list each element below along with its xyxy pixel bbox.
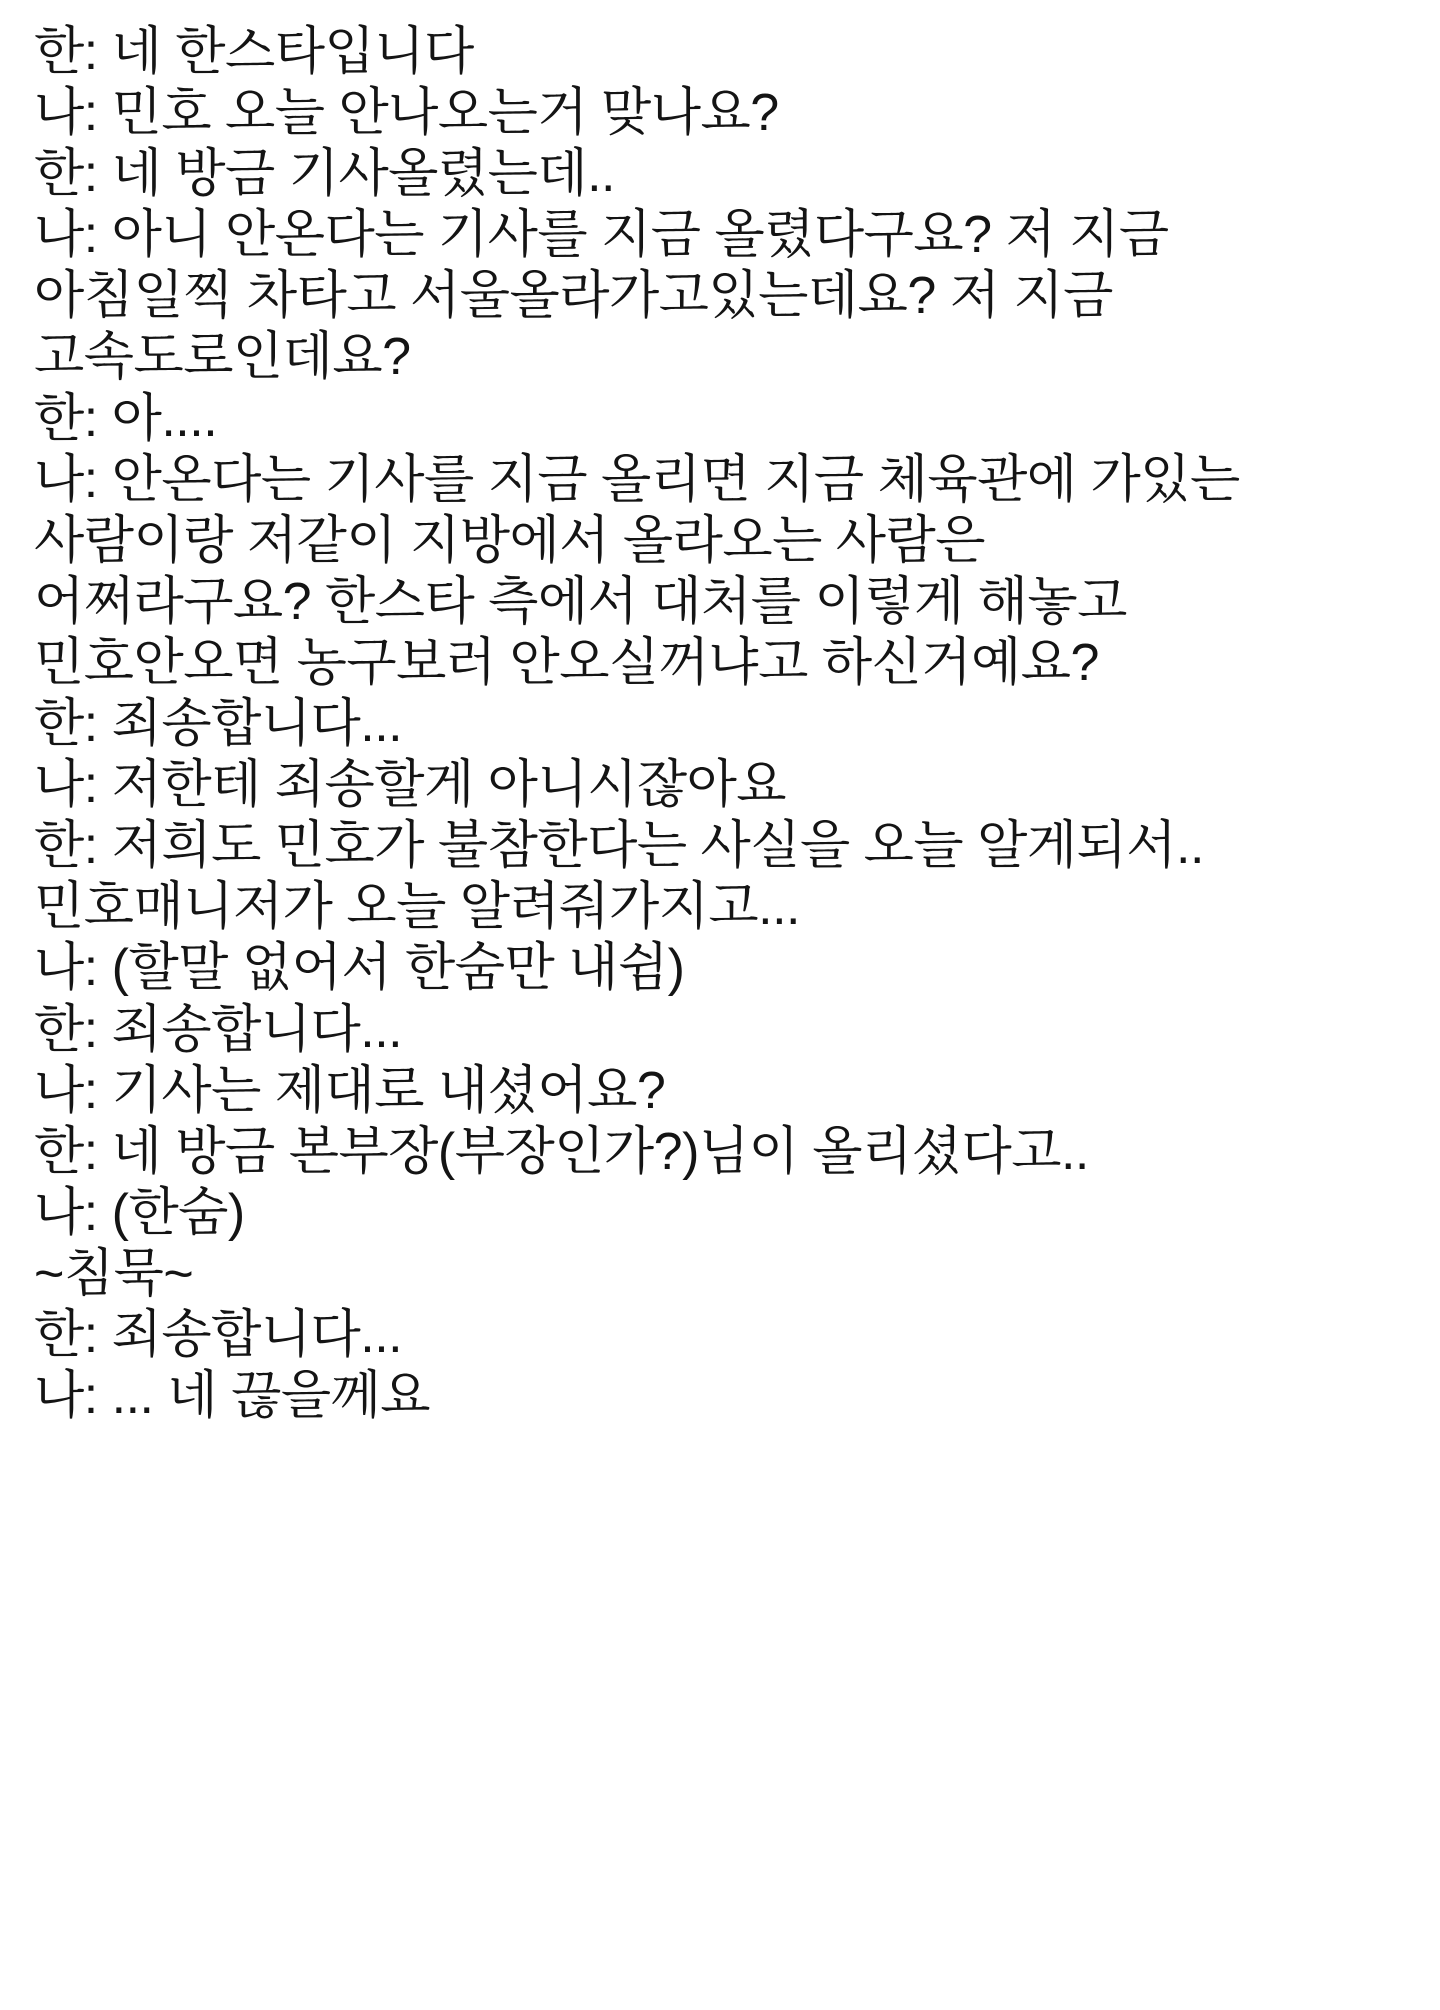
transcript-line: 나: ... 네 끊을께요 bbox=[34, 1367, 431, 1426]
transcript-line: 한: 죄송합니다... bbox=[34, 1000, 403, 1059]
transcript-line: 한: 죄송합니다... bbox=[34, 695, 403, 754]
transcript-line: 민호안오면 농구보러 안오실꺼냐고 하신거예요? bbox=[34, 633, 1099, 692]
transcript-line: 한: 아.... bbox=[34, 389, 218, 448]
transcript-line: 민호매니저가 오늘 알려줘가지고... bbox=[34, 878, 800, 937]
transcript-line: 나: (할말 없어서 한숨만 내쉼) bbox=[34, 939, 685, 998]
chat-transcript bbox=[34, 22, 1410, 1427]
transcript-line: 한: 네 방금 기사올렸는데.. bbox=[34, 145, 616, 204]
transcript-line: 어쩌라구요? 한스타 측에서 대처를 이렇게 해놓고 bbox=[34, 572, 1127, 631]
transcript-line: ~침묵~ bbox=[34, 1244, 194, 1303]
transcript-line: 나: (한숨) bbox=[34, 1183, 245, 1242]
transcript-line: 한: 죄송합니다... bbox=[34, 1305, 403, 1364]
transcript-line: 나: 저한테 죄송할게 아니시잖아요 bbox=[34, 756, 787, 815]
transcript-line: 나: 기사는 제대로 내셨어요? bbox=[34, 1061, 666, 1120]
transcript-line: 한: 저희도 민호가 불참한다는 사실을 오늘 알게되서.. bbox=[34, 817, 1204, 876]
transcript-line: 아침일찍 차타고 서울올라가고있는데요? 저 지금 bbox=[34, 267, 1113, 326]
transcript-line: 나: 민호 오늘 안나오는거 맞나요? bbox=[34, 84, 779, 143]
transcript-line: 나: 안온다는 기사를 지금 올리면 지금 체육관에 가있는 bbox=[34, 450, 1240, 509]
transcript-line: 사람이랑 저같이 지방에서 올라오는 사람은 bbox=[34, 511, 985, 570]
transcript-line: 한: 네 방금 본부장(부장인가?)님이 올리셨다고.. bbox=[34, 1122, 1089, 1181]
transcript-line: 나: 아니 안온다는 기사를 지금 올렸다구요? 저 지금 bbox=[34, 206, 1169, 265]
transcript-line: 고속도로인데요? bbox=[34, 328, 411, 387]
transcript-line: 한: 네 한스타입니다 bbox=[34, 23, 474, 81]
